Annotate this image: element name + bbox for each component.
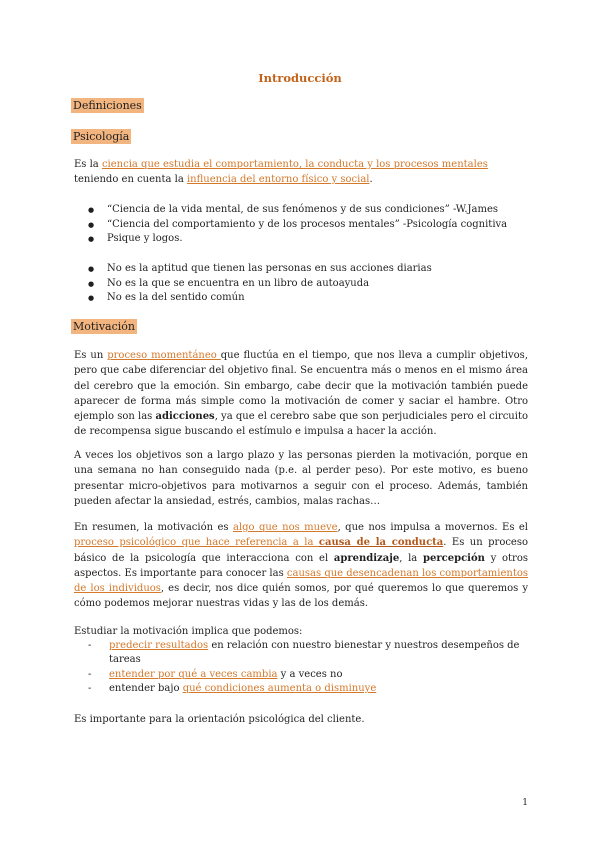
list-item: ● “Ciencia de la vida mental, de sus fenómenos y de sus condiciones” -W.James <box>74 203 528 218</box>
link-causas-comportamientos[interactable]: causas que desencadenan los comportamientos de los individuos <box>74 567 528 595</box>
list-item: ● No es la aptitud que tienen las personas en sus acciones diarias <box>74 262 528 277</box>
list-item: ● No es la del sentido común <box>74 291 528 306</box>
negations-bullet-list <box>74 262 528 306</box>
list-item: ● No es la que se encuentra en un libro de autoayuda <box>74 277 528 292</box>
link-algo-que-nos-mueve[interactable]: algo que nos mueve <box>232 522 338 533</box>
link-causa-conducta[interactable]: causa de la conducta <box>318 537 444 549</box>
page-number: 1 <box>522 798 528 808</box>
list-item: ● Psique y logos. <box>74 232 528 247</box>
page-title: Introducción <box>258 71 342 85</box>
link-condiciones[interactable]: qué condiciones aumenta o disminuye <box>182 682 377 694</box>
list-item: - entender por qué a veces cambia y a veces no <box>88 668 528 682</box>
section-heading-psicologia: Psicología <box>73 130 130 143</box>
link-proceso-psicologico[interactable]: proceso psicológico que hace referencia a la <box>74 537 319 549</box>
motivacion-paragraph-2: A veces los objetivos son a largo plazo y las personas pierden la motivación, porque en una semana no han conseguido nada (p.e. al perder peso). Por este motivo, es bueno presentar micro-objetivos para motivarnos a seguir con el proceso. Además, también pueden afectar la ansiedad, estrés, cambios, malas rachas… <box>74 450 528 507</box>
list-item: ● “Ciencia del comportamiento y de los procesos mentales” -Psicología cognitiva <box>74 218 528 233</box>
link-influencia-entorno[interactable]: influencia del entorno físico y social <box>186 174 370 186</box>
motivacion-paragraph-4: Estudiar la motivación implica que podemos: <box>74 626 303 637</box>
psicologia-definition-paragraph: Es la ciencia que estudia el comportamiento, la conducta y los procesos mentales teniendo en cuenta la influencia del entorno físico y social. <box>74 159 488 186</box>
definitions-bullet-list <box>74 203 528 247</box>
motivacion-paragraph-3: En resumen, la motivación es algo que nos mueve, que nos impulsa a movernos. Es el proceso psicológico que hace referencia a la causa de la conducta. Es un proceso básico de la psicología que interacciona con el aprendizaje, la percepción y otros aspectos. Es importante para conocer las causas que desencadenan los comportamientos de los individuos, es decir, nos dice quién somos, por qué queremos lo que queremos y cómo podemos mejorar nuestras vidas y las de los demás. <box>74 522 529 610</box>
motivacion-paragraph-1: Es un proceso momentáneo que fluctúa en el tiempo, que nos lleva a cumplir objetivos, pero que cabe diferenciar del objetivo final. Se encuentra más o menos en el mismo área del cerebro que la emoción. Sin embargo, cabe decir que la motivación también puede aparecer de forma más simple como la motivación de comer y saciar el hambre. Otro ejemplo son las adicciones, ya que el cerebro sabe que son perjudiciales pero el circuito de recompensa sigue buscando el estímulo e impulsa a hacer la acción. <box>74 350 528 438</box>
link-proceso-momentaneo[interactable]: proceso momentáneo <box>107 350 221 361</box>
list-item: - predecir resultados en relación con nuestro bienestar y nuestros desempeños de tareas <box>88 639 528 668</box>
link-predecir-resultados[interactable]: predecir resultados <box>109 640 209 651</box>
link-ciencia[interactable]: ciencia que estudia el comportamiento, la conducta y los procesos mentales <box>101 159 488 170</box>
list-item: - entender bajo qué condiciones aumenta o disminuye <box>88 682 528 696</box>
section-heading-definiciones: Definiciones <box>73 99 142 112</box>
motivacion-paragraph-5: Es importante para la orientación psicológica del cliente. <box>74 714 365 725</box>
implications-dash-list <box>88 639 528 696</box>
section-heading-motivacion: Motivación <box>73 320 135 333</box>
link-entender-cambia[interactable]: entender por qué a veces cambia <box>109 668 278 680</box>
